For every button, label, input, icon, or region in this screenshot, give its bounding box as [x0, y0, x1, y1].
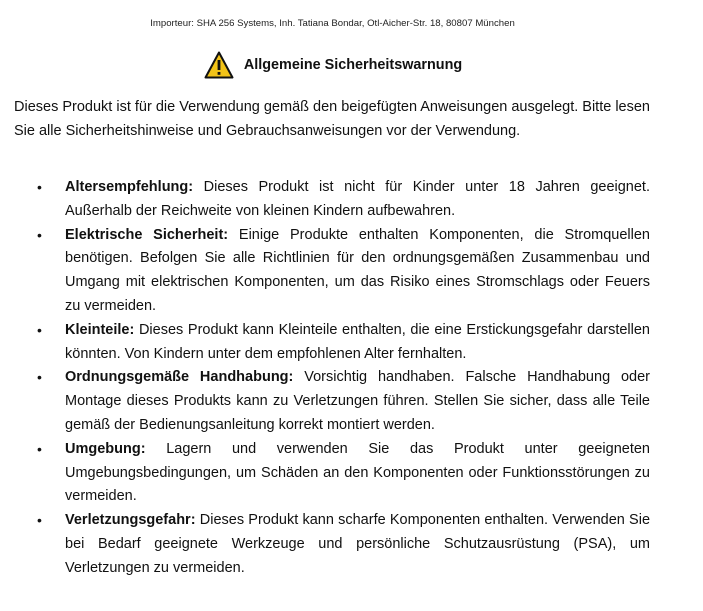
item-text: Dieses Produkt kann Kleinteile enthalten, die eine Erstickungsgefahr darstellen könnten. Von Kindern unter dem empfohlenen Alter fernhalten. — [65, 321, 650, 362]
warning-triangle-icon — [204, 51, 234, 79]
item-title: Altersempfehlung: — [65, 179, 194, 195]
item-text: Dieses Produkt ist nicht für Kinder unter 18 Jahren geeignet. Außerhalb der Reichweite von kleinen Kindern aufbewahren. — [65, 179, 650, 219]
importer-line: Importeur: SHA 256 Systems, Inh. Tatiana Bondar, Otl-Aicher-Str. 18, 80807 München — [150, 18, 515, 29]
intro-paragraph: Dieses Produkt ist für die Verwendung gemäß den beigefügten Anweisungen ausgelegt. Bitte lesen Sie alle Sicherheitshinweise und Gebrauchsanweisungen vor der Verwendung. — [14, 99, 650, 139]
list-item-kleinteile — [0, 319, 650, 367]
warning-heading — [0, 51, 666, 79]
safety-list — [0, 176, 703, 581]
item-title: Elektrische Sicherheit: — [65, 226, 229, 243]
list-item-altersempfehlung — [0, 176, 650, 224]
bullet-icon: • — [37, 226, 42, 243]
bullet-icon: • — [37, 512, 42, 529]
item-text: Dieses Produkt kann scharfe Komponenten enthalten. Verwenden Sie bei Bedarf geeignete Werkzeuge und persönliche Schutzausrüstung (PSA), um Verletzungen zu vermeiden. — [65, 512, 651, 576]
bullet-icon: • — [37, 179, 42, 195]
bullet-icon: • — [37, 321, 42, 338]
item-text: Lagern und verwenden Sie das Produkt unter geeigneten Umgebungsbedingungen, um Schäden an den Komponenten oder Funktionsstörungen zu vermeiden. — [65, 440, 650, 505]
item-title: Umgebung: — [65, 440, 146, 457]
item-text: Vorsichtig handhaben. Falsche Handhabung oder Montage dieses Produkts kann zu Verletzungen führen. Stellen Sie sicher, dass alle Teile gemäß der Bedienungsanleitung korrekt montiert werden. — [65, 369, 651, 433]
heading-title: Allgemeine Sicherheitswarnung — [243, 57, 463, 73]
item-title: Ordnungsgemäße Handhabung: — [65, 369, 294, 386]
list-item-verletzungsgefahr — [0, 509, 650, 580]
list-item-umgebung — [0, 438, 650, 509]
item-text: Einige Produkte enthalten Komponenten, die Stromquellen benötigen. Befolgen Sie alle Richtlinien für den ordnungsgemäßen Zusammenbau und Umgang mit elektrischen Komponenten, um das Risiko eines Stromschlags oder Feuers zu vermeiden. — [65, 226, 650, 314]
bullet-icon: • — [37, 369, 42, 386]
item-title: Kleinteile: — [65, 321, 135, 338]
list-item-elektrische-sicherheit — [0, 224, 650, 319]
list-item-handhabung — [0, 366, 650, 437]
item-title: Verletzungsgefahr: — [65, 512, 196, 529]
bullet-icon: • — [37, 440, 42, 457]
